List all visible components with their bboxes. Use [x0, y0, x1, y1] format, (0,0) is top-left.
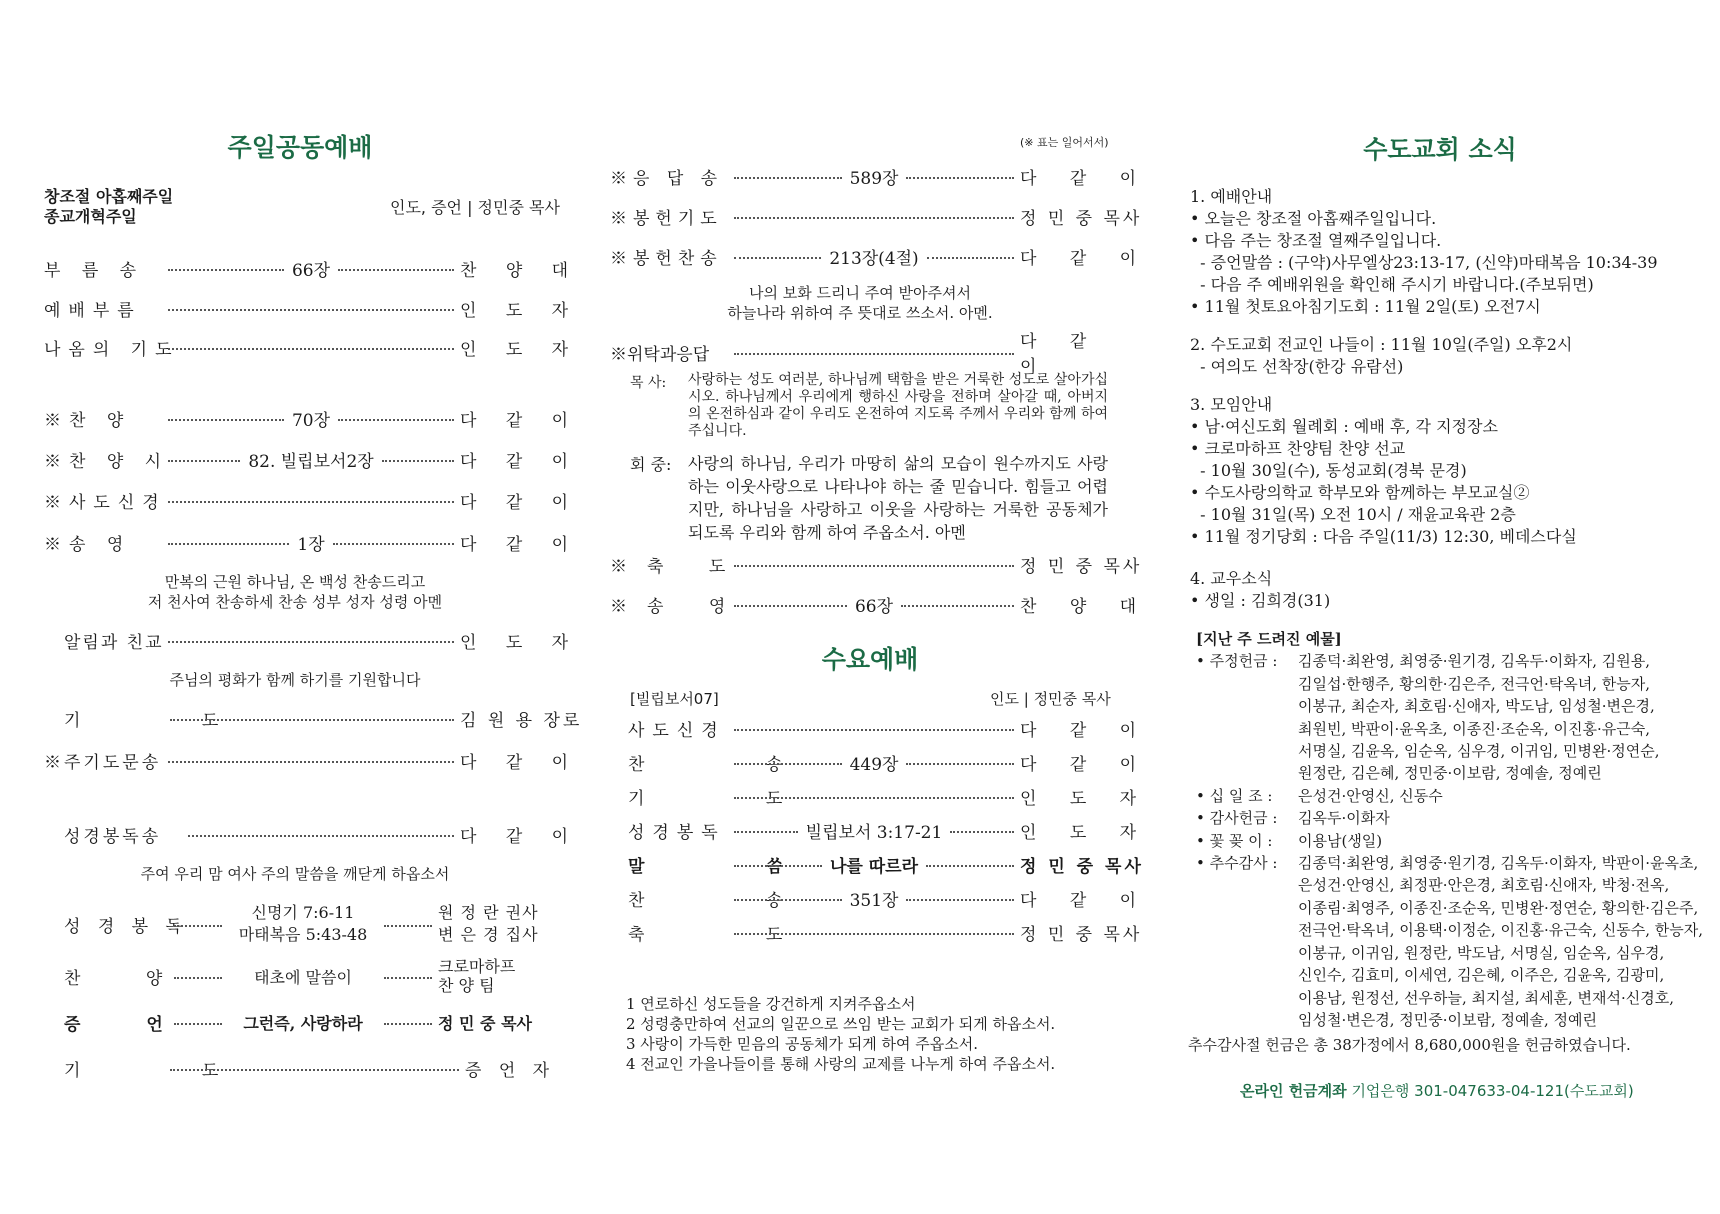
row-label: ※송 영	[44, 534, 132, 555]
row-label: 사도신경	[628, 720, 726, 741]
row-item: 나를 따르라	[829, 856, 919, 877]
offering-item	[1196, 852, 1706, 1031]
dot-leader	[168, 348, 454, 350]
section-heading: 1. 예배안내	[1190, 187, 1273, 206]
row-label: 축 도	[628, 924, 841, 945]
row-sermon	[64, 1010, 560, 1034]
row-leader: 다 같 이	[460, 752, 581, 773]
row-label: ※위탁과응답	[610, 344, 710, 365]
dot-leader	[168, 460, 240, 462]
row-leader: 다 같 이	[460, 492, 581, 513]
wednesday-book: [빌립보서07]	[630, 690, 719, 708]
row-label: ※축 도	[610, 556, 746, 577]
pastor-text: 사랑하는 성도 여러분, 하나님께 택함을 받은 거룩한 성도로 살아가십시오. 하나님께서 우리에게 행하신 사랑을 전하며 살아갈 때, 아버지의 온전하심과 같이 우리도 온전하여 지도록 주께서 우리와 함께 하여 주십니다.	[688, 372, 1108, 439]
dot-leader	[906, 763, 1014, 765]
news-line: - 다음 주 예배위원을 확인해 주시기 바랍니다.(주보뒤면)	[1190, 275, 1594, 294]
news-line: - 여의도 선착장(한강 유람선)	[1190, 357, 1404, 376]
season-label-2: 종교개혁주일	[44, 207, 137, 226]
row-label: 말 씀	[628, 856, 841, 877]
row-leader: 정 민 중 목사	[1020, 208, 1143, 229]
news-line: • 수도사랑의학교 학부모와 함께하는 부모교실②	[1190, 483, 1530, 502]
dot-leader	[170, 719, 454, 721]
dot-leader	[168, 269, 284, 271]
dot-leader	[168, 543, 289, 545]
row-label: ※찬 양	[44, 410, 132, 431]
row-label: ※봉헌기도	[610, 208, 723, 229]
row-leader: 다 같 이	[460, 826, 581, 847]
row-label: ※찬 양 시	[44, 451, 170, 472]
row-leader: 다 같 이	[1020, 720, 1151, 741]
offering-names: 은성건·안영신, 최정판·안은경, 최호림·신애자, 박청·전옥,	[1298, 876, 1670, 895]
row-item: 589장	[849, 168, 899, 189]
pastor-label: 목 사:	[630, 375, 667, 391]
dot-leader	[734, 605, 847, 607]
online-account-number: 기업은행 301-047633-04-121(수도교회)	[1351, 1082, 1634, 1100]
reader-2: 변 은 경 집사	[438, 925, 539, 944]
dot-leader	[168, 309, 454, 311]
dot-leader	[950, 831, 1014, 833]
offering-names: 서명실, 김윤옥, 임순옥, 심우경, 이귀임, 민병완·정연순,	[1298, 742, 1660, 761]
reading-2: 마태복음 5:43-48	[238, 925, 368, 944]
row-label: ※사도신경	[44, 492, 167, 513]
dot-leader	[188, 835, 454, 837]
row-label: 기 도	[628, 788, 841, 809]
row-label: 찬 송	[628, 890, 841, 911]
prayer-item: 4 전교인 가을나들이를 통해 사랑의 교제를 나누게 하여 주옵소서.	[626, 1055, 1056, 1073]
row-item: 1장	[297, 534, 325, 555]
congregation-text: 사랑의 하나님, 우리가 마땅히 삶의 모습이 원수까지도 사랑하는 이웃사랑으로 나타나야 하는 줄 믿습니다. 힘들고 어렵지만, 하나님을 사랑하고 이웃을 사랑하는 거룩한 공동체가 되도록 우리와 함께 하여 주옵소서. 아멘	[688, 454, 1108, 542]
dot-leader	[906, 177, 1014, 179]
news-section-3	[1190, 394, 1700, 548]
wednesday-leader: 인도 | 정민중 목사	[990, 690, 1111, 708]
dot-leader	[338, 269, 454, 271]
row-leader: 다 같 이	[460, 451, 581, 472]
offering-names: 이종림·최영주, 이종진·조순옥, 민병완·정연순, 황의한·김은주,	[1298, 898, 1699, 917]
dot-leader	[734, 899, 842, 901]
order-row	[628, 886, 1151, 911]
order-row	[44, 406, 581, 431]
offering-item	[1196, 807, 1706, 829]
sermon-preacher: 정 민 중 목사	[438, 1013, 532, 1033]
dot-leader	[382, 460, 454, 462]
peace-text: 주님의 평화가 함께 하기를 기원합니다	[169, 671, 421, 689]
news-line: • 크로마하프 찬양팀 찬양 선교	[1190, 439, 1406, 458]
row-label: ※주기도문송	[44, 752, 162, 773]
choir-name-1: 크로마하프	[438, 957, 516, 976]
dot-leader	[734, 353, 1014, 355]
dot-leader	[170, 1069, 459, 1071]
order-row	[628, 920, 1143, 945]
order-row	[628, 750, 1151, 775]
row-item: 213장(4절)	[829, 248, 919, 269]
offering-names: 임성철·변은경, 정민중·이보람, 정예솔, 정예린	[1298, 1010, 1597, 1029]
order-row	[44, 296, 581, 321]
news-line: • 다음 주는 창조절 열째주일입니다.	[1190, 231, 1442, 250]
scripture-song-text: 주여 우리 맘 여사 주의 말씀을 깨닫게 하옵소서	[140, 865, 450, 883]
row-item: 66장	[854, 596, 894, 617]
offering-item	[1196, 785, 1706, 807]
row-leader: 정 민 중 목사	[1020, 556, 1143, 577]
news-title: 수도교회 소식	[1363, 135, 1517, 164]
dot-leader	[168, 419, 284, 421]
offering-names: 은성건·안영신, 신동수	[1298, 786, 1443, 805]
dot-leader	[734, 565, 1014, 567]
news-line: - 10월 31일(목) 오전 10시 / 재윤교육관 2층	[1190, 505, 1516, 524]
news-line: • 오늘은 창조절 아홉째주일입니다.	[1190, 209, 1437, 228]
standing-note: (※ 표는 일어서서)	[1020, 136, 1109, 149]
choir-name-2: 찬 양 팀	[438, 976, 495, 995]
thanks-total: 추수감사절 헌금은 총 38가정에서 8,680,000원을 헌금하였습니다.	[1188, 1036, 1631, 1054]
row-leader: 다 같 이	[1020, 754, 1151, 775]
offerings-section	[1196, 628, 1706, 1031]
dot-leader	[927, 257, 1014, 259]
row-label: 성경봉독	[628, 822, 726, 843]
row-label: 기 도	[64, 710, 277, 731]
dot-leader	[734, 217, 1014, 219]
row-commission	[610, 332, 1120, 377]
news-line: - 10월 30일(수), 동성교회(경북 문경)	[1190, 461, 1467, 480]
offering-hymn-1: 나의 보화 드리니 주여 받아주셔서	[749, 284, 971, 302]
row-leader: 인 도 자	[1020, 822, 1151, 843]
row-closing-prayer	[64, 1056, 560, 1080]
row-item: 449장	[849, 754, 899, 775]
row-leader: 정 민 중 목사	[1020, 856, 1144, 877]
row-label: 성경봉독송	[64, 826, 162, 847]
offering-names: 김일섭·한행주, 황의한·김은주, 전극언·탁옥녀, 한능자,	[1298, 674, 1650, 693]
offering-label: • 감사헌금 :	[1196, 809, 1278, 828]
news-line: • 11월 정기당회 : 다음 주일(11/3) 12:30, 베데스다실	[1190, 527, 1577, 546]
prayer-item: 3 사랑이 가득한 믿음의 공동체가 되게 하여 주옵소서.	[626, 1035, 978, 1053]
news-line: • 남·여신도회 월례회 : 예배 후, 각 지정장소	[1190, 417, 1498, 436]
sermon-title: 그런즉, 사랑하라	[243, 1013, 363, 1033]
dot-leader	[338, 419, 454, 421]
section-heading: 4. 교우소식	[1190, 569, 1273, 588]
dot-leader	[734, 177, 842, 179]
offering-label: • 십 일 조 :	[1196, 786, 1273, 805]
choir-song: 태초에 말씀이	[254, 967, 352, 987]
dot-leader	[734, 831, 798, 833]
doxology-line-1: 만복의 근원 하나님, 온 백성 찬송드리고	[164, 573, 426, 591]
row-label: 예배부름	[44, 300, 142, 321]
row-item: 빌립보서 3:17-21	[805, 822, 943, 843]
offering-names: 김종덕·최완영, 최영중·원기경, 김옥두·이화자, 박판이·윤옥초,	[1298, 854, 1699, 873]
reader-1: 원 정 란 권사	[438, 903, 539, 922]
order-row	[628, 716, 1151, 741]
row-label: 찬 양	[64, 968, 193, 989]
dot-leader	[926, 865, 1014, 867]
offering-names: 최원빈, 박판이·윤옥초, 이종진·조순옥, 이진홍·유근숙,	[1298, 719, 1650, 738]
offering-label: • 추수감사 :	[1196, 854, 1278, 873]
order-row	[64, 822, 581, 847]
online-account	[1240, 1080, 1634, 1102]
prayer-list	[626, 994, 1055, 1074]
row-label: 나옴의 기도	[44, 339, 180, 360]
offering-names: 이용남(생일)	[1298, 831, 1383, 850]
dot-leader	[734, 797, 1014, 799]
row-item: 70장	[291, 410, 331, 431]
order-row	[44, 748, 581, 773]
row-leader: 인 도 자	[460, 339, 581, 360]
news-section-1	[1190, 186, 1700, 318]
row-right: 다 같 이	[1020, 332, 1101, 377]
offerings-heading: [지난 주 드려진 예물]	[1196, 630, 1342, 648]
row-label: 기 도	[64, 1060, 277, 1081]
dot-leader	[734, 257, 821, 259]
row-leader: 다 같 이	[460, 534, 581, 555]
order-row	[44, 335, 581, 360]
order-row	[64, 628, 581, 653]
section-heading: 3. 모임안내	[1190, 395, 1273, 414]
order-row	[628, 852, 1144, 877]
row-leader: 인 도 자	[460, 300, 581, 321]
offering-item	[1196, 830, 1706, 852]
row-leader: 다 같 이	[1020, 168, 1151, 189]
dot-leader	[734, 933, 1014, 935]
offering-label: • 주정헌금 :	[1196, 652, 1278, 671]
offering-names: 이용남, 원정선, 선우하늘, 최지설, 최세훈, 변재석·신경호,	[1298, 988, 1674, 1007]
order-row	[628, 784, 1151, 809]
row-item: 66장	[291, 260, 331, 281]
order-row	[610, 204, 1143, 229]
offering-label: • 꽃 꽂 이 :	[1196, 831, 1273, 850]
news-line: • 생일 : 김희경(31)	[1190, 591, 1331, 610]
offering-names: 신인수, 김효미, 이세연, 김은혜, 이주은, 김윤옥, 김광미,	[1298, 966, 1665, 985]
row-right: 증 언 자	[465, 1060, 556, 1081]
prayer-item: 2 성령충만하여 선교의 일꾼으로 쓰임 받는 교회가 되게 하옵소서.	[626, 1015, 1056, 1033]
row-label: ※응 답 송	[610, 168, 724, 189]
order-row	[44, 256, 581, 281]
row-label: 찬 송	[628, 754, 841, 775]
row-label: 부 름 송	[44, 260, 145, 281]
offering-names: 이봉규, 최순자, 최호림·신애자, 박도남, 임성철·변은경,	[1298, 697, 1655, 716]
online-label: 온라인 헌금계좌	[1240, 1082, 1347, 1100]
order-row	[44, 447, 581, 472]
offering-names: 전극언·탁옥녀, 이용택·이정순, 이진홍·유근숙, 신동수, 한능자,	[1298, 921, 1703, 940]
row-leader: 찬 양 대	[1020, 596, 1151, 617]
news-section-4	[1190, 568, 1700, 612]
row-label: ※봉헌찬송	[610, 248, 723, 269]
row-choir	[64, 957, 560, 995]
doxology-line-2: 저 천사여 찬송하세 찬송 성부 성자 성령 아멘	[147, 593, 443, 611]
news-section-2	[1190, 334, 1700, 378]
row-scripture-reading	[64, 903, 560, 944]
row-leader: 다 같 이	[1020, 890, 1151, 911]
wednesday-service-title: 수요예배	[821, 645, 919, 674]
row-label: 증 언	[64, 1014, 193, 1035]
order-row	[610, 244, 1151, 269]
order-row	[610, 164, 1151, 189]
dot-leader	[168, 761, 454, 763]
order-row	[628, 818, 1151, 843]
dot-leader	[734, 763, 842, 765]
dot-leader	[168, 501, 454, 503]
section-heading: 2. 수도교회 전교인 나들이 : 11월 10일(주일) 오후2시	[1190, 335, 1573, 354]
news-line: - 증언말씀 : (구약)사무엘상23:13-17, (신약)마태복음 10:34-39	[1190, 253, 1658, 272]
news-line: • 11월 첫토요아침기도회 : 11월 2일(토) 오전7시	[1190, 297, 1541, 316]
offering-item	[1196, 650, 1706, 784]
row-leader: 다 같 이	[1020, 248, 1151, 269]
order-row	[610, 552, 1143, 577]
dot-leader	[168, 641, 454, 643]
row-leader: 인 도 자	[1020, 788, 1151, 809]
row-leader: 인 도 자	[460, 632, 581, 653]
row-label: 알림과 친교	[64, 632, 164, 653]
dot-leader	[734, 865, 822, 867]
offering-hymn-2: 하늘나라 위하여 주 뜻대로 쓰소서. 아멘.	[727, 304, 993, 322]
order-row	[44, 488, 581, 513]
dot-leader	[901, 605, 1014, 607]
offering-names: 이봉규, 이귀임, 원정란, 박도남, 서명실, 임순옥, 심우경,	[1298, 943, 1665, 962]
dot-leader	[734, 729, 1014, 731]
prayer-item: 1 연로하신 성도들을 강건하게 지켜주옵소서	[626, 995, 916, 1013]
congregation-label: 회 중:	[630, 455, 672, 474]
offering-names: 원정란, 김은혜, 정민중·이보람, 정예솔, 정예린	[1298, 764, 1602, 783]
row-leader: 다 같 이	[460, 410, 581, 431]
row-label: ※송 영	[610, 596, 746, 617]
row-leader: 김 원 용 장로	[460, 710, 583, 731]
row-leader: 찬 양 대	[460, 260, 581, 281]
row-item: 82. 빌립보서2장	[248, 451, 374, 472]
season-label: 창조절 아홉째주일	[44, 187, 174, 206]
row-leader: 정 민 중 목사	[1020, 924, 1143, 945]
order-row	[610, 592, 1151, 617]
offering-names: 김옥두·이화자	[1298, 809, 1390, 828]
reading-1: 신명기 7:6-11	[251, 903, 355, 922]
row-item: 351장	[849, 890, 899, 911]
order-row	[44, 530, 581, 555]
order-row	[64, 706, 583, 731]
offering-names: 김종덕·최완영, 최영중·원기경, 김옥두·이화자, 김원용,	[1298, 652, 1650, 671]
sunday-service-title: 주일공동예배	[227, 133, 373, 162]
dot-leader	[333, 543, 454, 545]
leader-label: 인도, 증언 | 정민중 목사	[390, 198, 560, 217]
dot-leader	[906, 899, 1014, 901]
row-label: 성 경 봉 독	[64, 916, 188, 937]
